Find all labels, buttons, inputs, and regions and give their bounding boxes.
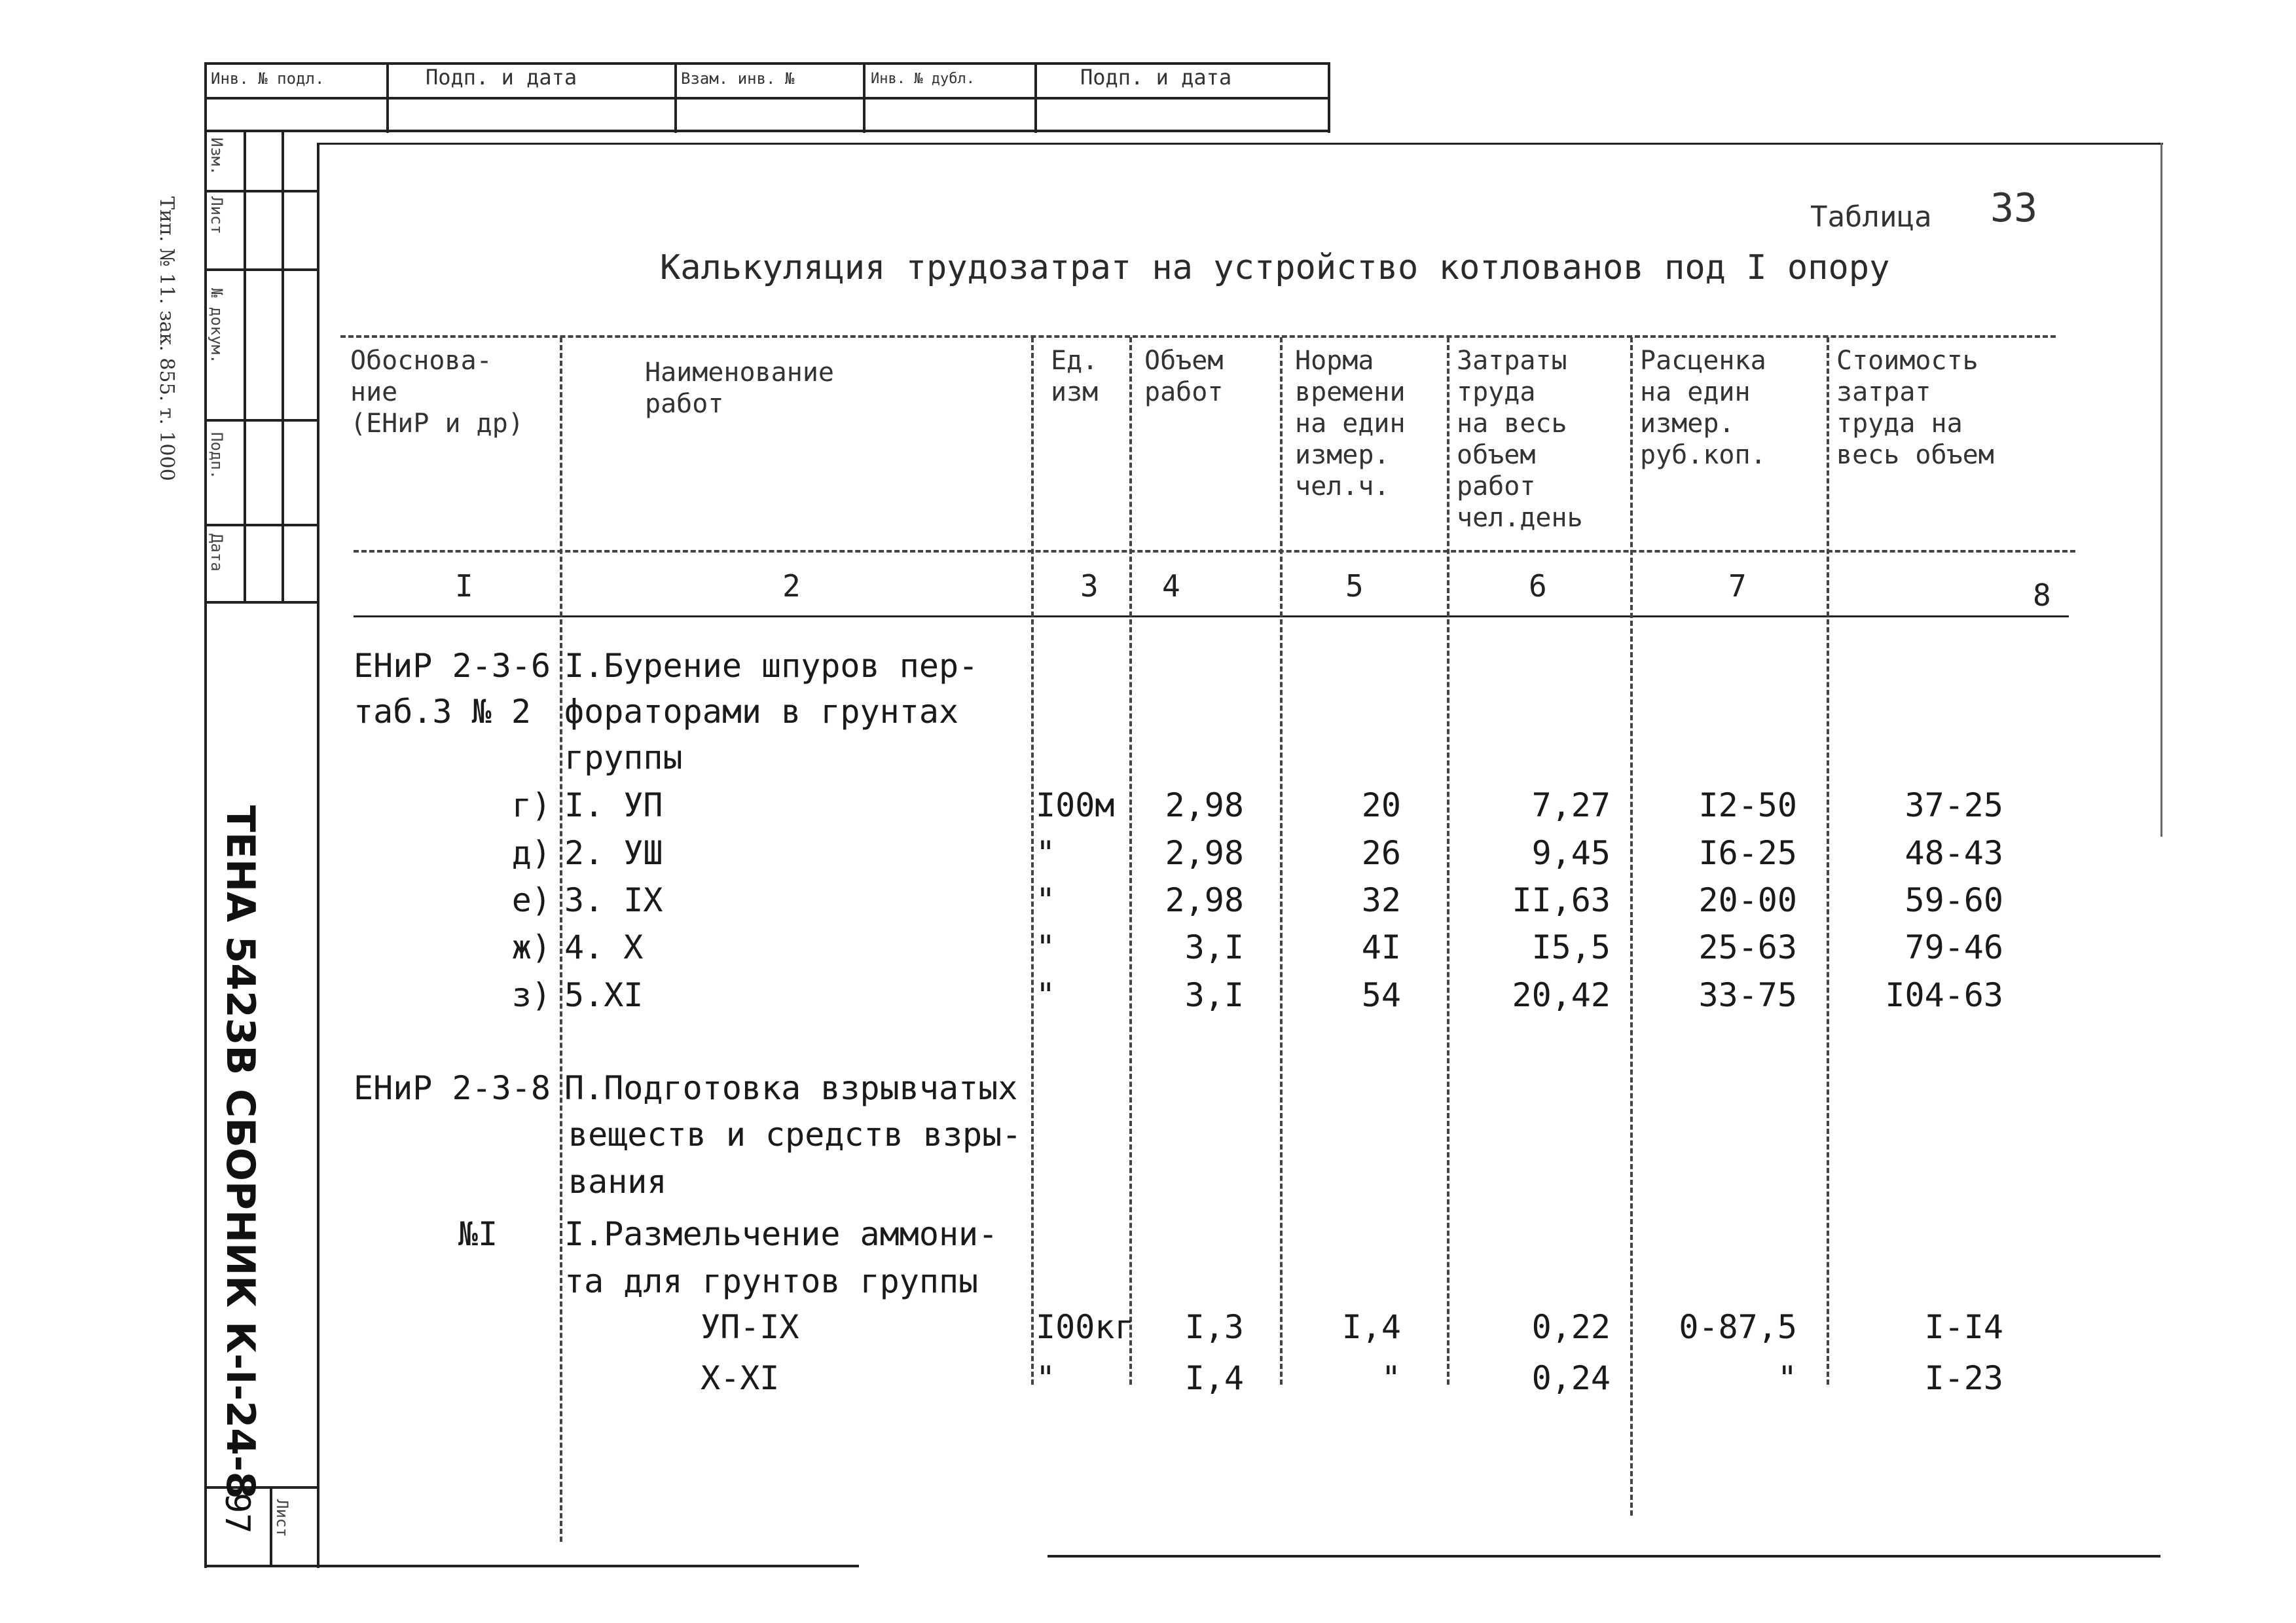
- table-cell-c3: ": [1036, 881, 1056, 919]
- header-labor-cost: Затраты труда на весь объем работ чел.день: [1457, 346, 1583, 533]
- table-label: Таблица: [1810, 200, 1932, 234]
- table-cell-c7: 0-87,5: [1679, 1308, 1797, 1346]
- table-cell-c7: 20-00: [1698, 881, 1797, 919]
- table-cell-c2: группы: [564, 739, 683, 776]
- sheet-label: Лист: [273, 1499, 291, 1537]
- table-cell-c4: 2,98: [1165, 834, 1244, 872]
- col-number: I: [455, 568, 473, 604]
- left-frame-outer: [204, 62, 207, 1568]
- table-cell-c4: 3,I: [1184, 928, 1244, 966]
- table-cell-c3: I00м: [1036, 786, 1115, 824]
- header-volume: Объем работ: [1144, 346, 1224, 407]
- table-cell-c2: 2. УШ: [564, 834, 663, 872]
- table-cell-c8: 79-46: [1904, 928, 2003, 966]
- table-cell-c8: 37-25: [1904, 786, 2003, 824]
- stamp-divider: [1034, 62, 1037, 133]
- stamp-vzam-inv: Взам. инв. №: [681, 69, 795, 88]
- table-cell-c5: 20: [1361, 786, 1401, 824]
- table-cell-c6: 7,27: [1531, 786, 1611, 824]
- table-cell-c7: ": [1777, 1359, 1797, 1397]
- table-cell-c2: 5.XI: [564, 976, 644, 1014]
- document-title: Калькуляция трудозатрат на устройство котлованов под I опору: [660, 248, 1890, 287]
- table-cell-c6: 20,42: [1512, 976, 1611, 1014]
- table-cell-c1: ЕНиР 2-3-6: [354, 647, 551, 685]
- table-cell-c3: I00кг: [1036, 1308, 1135, 1346]
- table-cell-c8: 59-60: [1904, 881, 2003, 919]
- left-stamp-line: [204, 524, 317, 526]
- left-frame-inner: [282, 131, 284, 602]
- stamp-divider: [674, 62, 677, 133]
- stamp-line-mid: [204, 97, 1330, 100]
- stamp-sign-date: Подп. и дата: [426, 65, 577, 90]
- table-cell-c2: 4. X: [564, 928, 644, 966]
- header-time-norm: Норма времени на един измер. чел.ч.: [1295, 346, 1406, 501]
- margin-print-note: Тип. № 11. зак. 855. т. 1000: [155, 196, 178, 481]
- stamp-inv-no: Инв. № подл.: [211, 69, 325, 88]
- table-cell-c8: I04-63: [1885, 976, 2003, 1014]
- table-cell-c7: I2-50: [1698, 786, 1797, 824]
- stamp-divider: [863, 62, 866, 133]
- frame-right: [2160, 143, 2162, 837]
- frame-bottom-left: [204, 1565, 859, 1567]
- table-cell-c4: I,4: [1184, 1359, 1244, 1397]
- table-cell-c2: фораторами в грунтах: [564, 693, 959, 731]
- album-code: ТЕНА 5423В СБОРНИК К-I-24-8: [217, 805, 263, 1499]
- table-cell-c4: 2,98: [1165, 881, 1244, 919]
- table-cell-c2: X-XI: [701, 1359, 780, 1397]
- table-cell-c1: з): [511, 976, 551, 1014]
- col-number: 4: [1162, 568, 1180, 604]
- stamp-line-bottom: [204, 130, 1330, 132]
- col-number: 5: [1345, 568, 1364, 604]
- stamp-izm: Изм.: [208, 137, 226, 175]
- table-cell-c1: таб.3 № 2: [354, 693, 531, 731]
- header-total-cost: Стоимость затрат труда на весь объем: [1836, 346, 1994, 470]
- table-cell-c6: 0,24: [1531, 1359, 1611, 1397]
- frame-top: [317, 143, 2163, 145]
- table-number: 33: [1990, 185, 2038, 231]
- table-cell-c2: П.Подготовка взрывчатых: [564, 1069, 1018, 1107]
- stamp-doc-no: № докум.: [208, 288, 226, 364]
- table-cell-c8: 48-43: [1904, 834, 2003, 872]
- table-cell-c3: ": [1036, 834, 1056, 872]
- table-cell-c1: ЕНиР 2-3-8: [354, 1069, 551, 1107]
- table-cell-c5: 26: [1361, 834, 1401, 872]
- table-cell-c6: 9,45: [1531, 834, 1611, 872]
- table-line-numbers: [354, 615, 2069, 617]
- col-number: 3: [1080, 568, 1099, 604]
- sheet-number: 97: [217, 1493, 257, 1534]
- stamp-data: Дата: [208, 534, 226, 572]
- left-stamp-line: [204, 268, 317, 271]
- table-cell-c1: д): [511, 834, 551, 872]
- table-cell-c1: ж): [511, 928, 551, 966]
- left-stamp-line: [204, 190, 317, 192]
- table-cell-c3: ": [1036, 1359, 1056, 1397]
- table-cell-c7: 25-63: [1698, 928, 1797, 966]
- stamp-podp: Подп.: [208, 432, 226, 480]
- table-cell-c2: УП-IX: [701, 1308, 799, 1346]
- frame-bottom-right: [1048, 1555, 2160, 1558]
- col-number: 6: [1529, 568, 1547, 604]
- left-stamp-line: [204, 419, 317, 422]
- table-cell-c5: 4I: [1361, 928, 1401, 966]
- stamp-list: Лист: [208, 196, 226, 234]
- table-cell-c6: 0,22: [1531, 1308, 1611, 1346]
- table-cell-c3: ": [1036, 976, 1056, 1014]
- table-cell-c2: I. УП: [564, 786, 663, 824]
- col-divider: [560, 337, 562, 1542]
- left-frame-mid: [244, 131, 246, 602]
- header-basis: Обоснова- ние (ЕНиР и др): [350, 346, 524, 439]
- stamp-sign-date-2: Подп. и дата: [1080, 65, 1232, 90]
- table-cell-c2: I.Бурение шпуров пер-: [564, 647, 979, 685]
- table-line-header: [354, 550, 2075, 553]
- col-number: 7: [1728, 568, 1747, 604]
- table-cell-c7: I6-25: [1698, 834, 1797, 872]
- left-stamp-line: [204, 601, 317, 604]
- table-cell-c1: г): [511, 786, 551, 824]
- header-unit: Ед. изм: [1051, 346, 1099, 407]
- table-cell-c2: та для грунтов группы: [564, 1262, 979, 1300]
- stamp-divider: [1328, 62, 1330, 133]
- table-cell-c4: I,3: [1184, 1308, 1244, 1346]
- table-cell-c5: 54: [1361, 976, 1401, 1014]
- table-cell-c6: I5,5: [1531, 928, 1611, 966]
- col-number: 8: [2033, 577, 2051, 613]
- table-cell-c7: 33-75: [1698, 976, 1797, 1014]
- table-cell-c2: I.Размельчение аммони-: [564, 1215, 998, 1253]
- table-cell-c5: ": [1381, 1359, 1401, 1397]
- table-cell-c6: II,63: [1512, 881, 1611, 919]
- table-cell-c2: 3. IX: [564, 881, 663, 919]
- table-cell-c2: вания: [568, 1163, 667, 1201]
- stamp-divider: [386, 62, 389, 133]
- header-work-name: Наименование работ: [645, 357, 834, 419]
- table-line-top: [340, 335, 2056, 338]
- table-cell-c5: 32: [1361, 881, 1401, 919]
- table-cell-c5: I,4: [1341, 1308, 1401, 1346]
- table-cell-c2: веществ и средств взры-: [568, 1116, 1022, 1154]
- table-cell-c4: 2,98: [1165, 786, 1244, 824]
- table-cell-c4: 3,I: [1184, 976, 1244, 1014]
- table-cell-c3: ": [1036, 928, 1056, 966]
- header-rate: Расценка на един измер. руб.коп.: [1640, 346, 1766, 470]
- table-cell-c8: I-I4: [1924, 1308, 2003, 1346]
- table-cell-c1: е): [511, 881, 551, 919]
- sheet-box-divider: [270, 1486, 272, 1565]
- stamp-inv-dubl: Инв. № дубл.: [871, 71, 975, 87]
- table-cell-c1: №I: [458, 1215, 498, 1253]
- col-number: 2: [782, 568, 801, 604]
- table-cell-c8: I-23: [1924, 1359, 2003, 1397]
